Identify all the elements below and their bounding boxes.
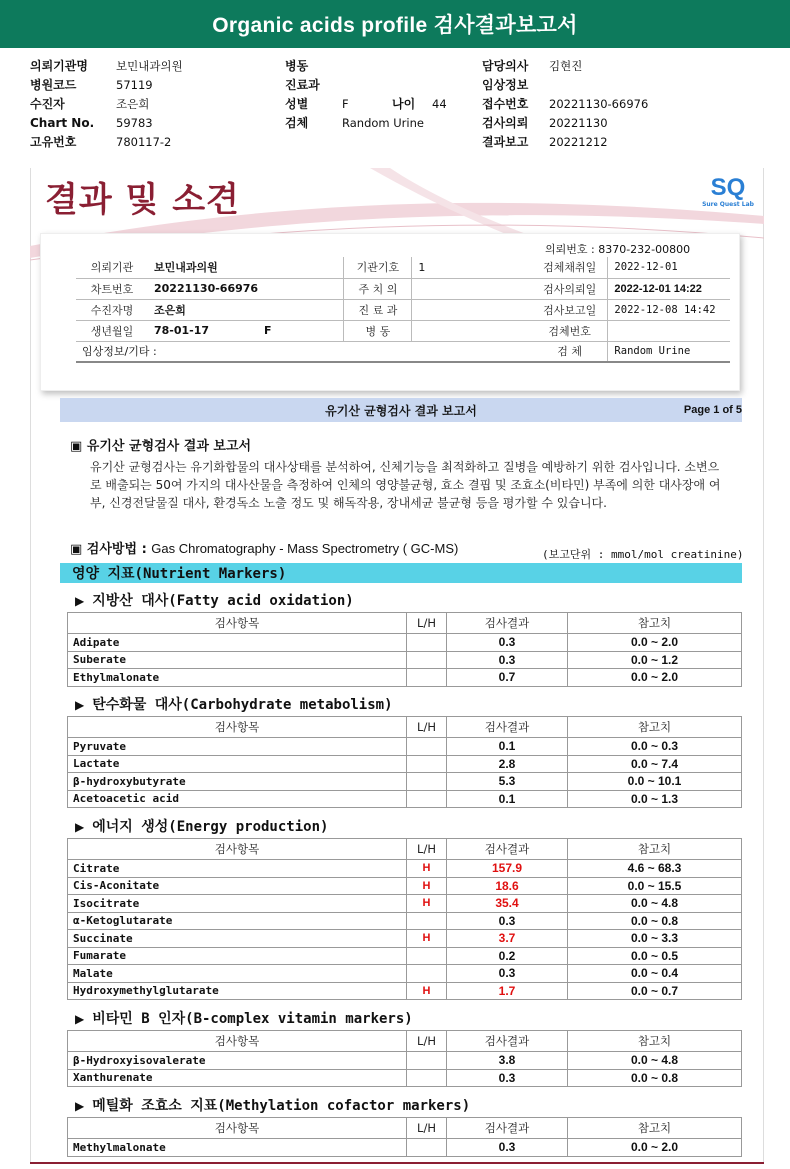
- info-key: 검 체: [532, 341, 608, 362]
- header-value: 조은희: [116, 96, 150, 111]
- item-flag: [407, 651, 447, 669]
- item-reference: 0.0 ~ 0.8: [568, 912, 742, 930]
- report-heading: 결과 및 소견: [45, 180, 240, 220]
- item-result: 35.4: [447, 895, 568, 913]
- header-label: 검체: [285, 116, 309, 130]
- header-value: 59783: [116, 115, 153, 130]
- logo-subtitle: Sure Quest Lab: [702, 201, 754, 208]
- section-title-methylation: [75, 1095, 470, 1115]
- item-result: 18.6: [447, 877, 568, 895]
- item-name: Fumarate: [68, 947, 407, 965]
- item-flag: [407, 634, 447, 652]
- report-description: 유기산 균형검사는 유기화합물의 대사상태를 분석하여, 신체기능을 최적화하고 질병을 예방하기 위한 검사입니다. 소변으로 배출되는 50여 가지의 대사산물을 측정하여 인체의 영양불균형, 효소 결핍 및 조효소(비타민) 부족에 의한 대사장애 여부, 신경전달물질 대사, 환경독소 노출 정도 및 해독작용, 장내세균 불균형 등을 평가할 수 있습니다.: [90, 460, 721, 510]
- header-value: 57119: [116, 77, 153, 92]
- request-number: 의뢰번호 : 8370-232-00800: [545, 243, 691, 256]
- item-name: Cis-Aconitate: [68, 877, 407, 895]
- col-header-lh: L/H: [407, 839, 447, 860]
- report-unit: (보고단위 : mmol/mol creatinine): [542, 548, 744, 561]
- section-title-text: 지방산 대사(Fatty acid oxidation): [92, 593, 354, 609]
- item-name: Malate: [68, 965, 407, 983]
- info-key: 검체채취일: [532, 257, 608, 278]
- item-result: 5.3: [447, 773, 568, 791]
- item-flag: [407, 1139, 447, 1157]
- header-label: 담당의사: [482, 59, 529, 73]
- header-label: 고유번호: [30, 135, 77, 149]
- item-reference: 0.0 ~ 0.4: [568, 965, 742, 983]
- page-bottom-rule: [30, 1162, 764, 1164]
- item-result: 0.3: [447, 634, 568, 652]
- item-reference: 0.0 ~ 2.0: [568, 1139, 742, 1157]
- header-label: 수진자: [30, 97, 65, 111]
- section-title-carbohydrate: [75, 694, 393, 714]
- info-value: 2022-12-01: [608, 257, 730, 278]
- col-header-lh: L/H: [407, 613, 447, 634]
- col-header-item: 검사항목: [68, 717, 407, 738]
- col-header-result: 검사결과: [447, 717, 568, 738]
- info-value: [412, 278, 532, 299]
- table-row: [68, 1139, 742, 1157]
- info-value: 1: [412, 257, 532, 278]
- item-name: Hydroxymethylglutarate: [68, 982, 407, 1000]
- item-reference: 0.0 ~ 0.8: [568, 1069, 742, 1087]
- item-flag: [407, 947, 447, 965]
- header-col-3: [482, 56, 648, 151]
- item-flag: [407, 738, 447, 756]
- table-row: [68, 895, 742, 913]
- table-row: [68, 738, 742, 756]
- col-header-lh: L/H: [407, 1031, 447, 1052]
- table-header-row: [68, 839, 742, 860]
- item-reference: 0.0 ~ 10.1: [568, 773, 742, 791]
- info-value: [412, 320, 532, 341]
- item-reference: 0.0 ~ 1.2: [568, 651, 742, 669]
- info-key: 차트번호: [76, 278, 148, 299]
- section-heading: ▣ 유기산 균형검사 결과 보고서: [70, 439, 252, 454]
- item-name: Pyruvate: [68, 738, 407, 756]
- method-value: Gas Chromatography - Mass Spectrometry ( GC-MS): [151, 541, 459, 556]
- item-flag: [407, 1052, 447, 1070]
- table-row: [68, 773, 742, 791]
- item-flag: [407, 965, 447, 983]
- item-reference: 0.0 ~ 4.8: [568, 895, 742, 913]
- triangle-icon: ▶: [75, 820, 85, 834]
- item-name: Methylmalonate: [68, 1139, 407, 1157]
- col-header-item: 검사항목: [68, 1031, 407, 1052]
- header-label-age: 나이: [392, 97, 416, 111]
- col-header-ref: 참고치: [568, 717, 742, 738]
- triangle-icon: ▶: [75, 1099, 85, 1113]
- table-row: [68, 1069, 742, 1087]
- item-result: 0.7: [447, 669, 568, 687]
- table-row: [68, 982, 742, 1000]
- item-result: 0.3: [447, 1069, 568, 1087]
- info-key: 기관기호: [344, 257, 412, 278]
- info-row: [76, 299, 730, 320]
- info-value: Random Urine: [608, 341, 730, 362]
- item-name: Adipate: [68, 634, 407, 652]
- info-value: [412, 299, 532, 320]
- info-value-sex: F: [258, 320, 344, 341]
- item-flag: [407, 912, 447, 930]
- results-table-fatty-acid: [67, 612, 742, 687]
- item-result: 0.3: [447, 912, 568, 930]
- table-header-row: [68, 1118, 742, 1139]
- header-value-age: 44: [432, 96, 447, 111]
- table-row: [68, 651, 742, 669]
- info-key: 생년월일: [76, 320, 148, 341]
- item-result: 0.1: [447, 738, 568, 756]
- item-name: β-hydroxybutyrate: [68, 773, 407, 791]
- table-row: [68, 860, 742, 878]
- col-header-result: 검사결과: [447, 1118, 568, 1139]
- info-key: 검사보고일: [532, 299, 608, 320]
- header-value: 김현진: [549, 58, 583, 73]
- item-flag: H: [407, 930, 447, 948]
- col-header-result: 검사결과: [447, 613, 568, 634]
- logo-mark: SQ: [710, 174, 746, 201]
- results-table-energy: [67, 838, 742, 1000]
- col-header-result: 검사결과: [447, 839, 568, 860]
- item-result: 0.3: [447, 651, 568, 669]
- header-label: 의뢰기관명: [30, 59, 88, 73]
- item-reference: 0.0 ~ 3.3: [568, 930, 742, 948]
- item-name: β-Hydroxyisovalerate: [68, 1052, 407, 1070]
- table-row: [68, 930, 742, 948]
- section-title-vitamin-b: [75, 1008, 413, 1028]
- info-value: 보민내과의원: [148, 257, 344, 278]
- item-reference: 0.0 ~ 0.3: [568, 738, 742, 756]
- report-title-bar: [0, 0, 790, 48]
- item-flag: H: [407, 860, 447, 878]
- info-value: 2022-12-01 14:22: [608, 278, 730, 299]
- item-flag: H: [407, 895, 447, 913]
- header-col-2: [285, 56, 447, 132]
- info-row: [76, 278, 730, 299]
- header-value: F: [342, 96, 349, 111]
- info-key: 검사의뢰일: [532, 278, 608, 299]
- col-header-ref: 참고치: [568, 839, 742, 860]
- info-value: [608, 320, 730, 341]
- item-name: Xanthurenate: [68, 1069, 407, 1087]
- item-reference: 4.6 ~ 68.3: [568, 860, 742, 878]
- col-header-item: 검사항목: [68, 613, 407, 634]
- info-key: 주 치 의: [344, 278, 412, 299]
- info-value: 2022-12-08 14:42: [608, 299, 730, 320]
- info-key: 진 료 과: [344, 299, 412, 320]
- table-row: [68, 965, 742, 983]
- item-result: 1.7: [447, 982, 568, 1000]
- item-name: Citrate: [68, 860, 407, 878]
- item-flag: [407, 790, 447, 808]
- item-reference: 0.0 ~ 2.0: [568, 669, 742, 687]
- table-header-row: [68, 613, 742, 634]
- section-title-text: 메틸화 조효소 지표(Methylation cofactor markers): [92, 1098, 471, 1114]
- item-result: 0.3: [447, 1139, 568, 1157]
- results-table-vitamin-b: [67, 1030, 742, 1087]
- info-value: 78-01-17: [148, 320, 258, 341]
- item-flag: H: [407, 982, 447, 1000]
- item-reference: 0.0 ~ 0.5: [568, 947, 742, 965]
- item-reference: 0.0 ~ 7.4: [568, 755, 742, 773]
- header-label: Chart No.: [30, 115, 95, 130]
- col-header-lh: L/H: [407, 1118, 447, 1139]
- header-value: 20221130: [549, 115, 608, 130]
- item-result: 157.9: [447, 860, 568, 878]
- header-label: 접수번호: [482, 97, 529, 111]
- header-value: 보민내과의원: [116, 58, 183, 73]
- item-flag: [407, 1069, 447, 1087]
- table-header-row: [68, 717, 742, 738]
- results-table-carbohydrate: [67, 716, 742, 808]
- table-row: [68, 790, 742, 808]
- table-row: [68, 755, 742, 773]
- header-col-1: [30, 56, 183, 151]
- info-key-clinical: 임상정보/기타 :: [76, 341, 532, 362]
- section-title-text: 에너지 생성(Energy production): [92, 819, 329, 835]
- item-result: 0.2: [447, 947, 568, 965]
- table-row: [68, 877, 742, 895]
- header-label: 결과보고: [482, 135, 529, 149]
- info-key: 의뢰기관: [76, 257, 148, 278]
- header-value: 780117-2: [116, 134, 172, 149]
- item-result: 2.8: [447, 755, 568, 773]
- category-bar: 영양 지표(Nutrient Markers): [60, 563, 742, 583]
- header-label: 성별: [285, 97, 309, 111]
- item-flag: [407, 755, 447, 773]
- item-result: 0.3: [447, 965, 568, 983]
- item-reference: 0.0 ~ 2.0: [568, 634, 742, 652]
- item-reference: 0.0 ~ 15.5: [568, 877, 742, 895]
- table-row: [68, 669, 742, 687]
- item-result: 0.1: [447, 790, 568, 808]
- table-row: [68, 912, 742, 930]
- report-bar: [60, 398, 742, 422]
- table-row: [68, 634, 742, 652]
- item-flag: [407, 773, 447, 791]
- method-label: ▣ 검사방법 :: [70, 542, 147, 557]
- header-label: 병동: [285, 59, 309, 73]
- item-reference: 0.0 ~ 0.7: [568, 982, 742, 1000]
- section-title-text: 탄수화물 대사(Carbohydrate metabolism): [92, 697, 393, 713]
- table-row: [68, 947, 742, 965]
- item-reference: 0.0 ~ 1.3: [568, 790, 742, 808]
- page-indicator: Page 1 of 5: [683, 404, 742, 416]
- info-row: [76, 341, 730, 362]
- header-label: 임상정보: [482, 78, 529, 92]
- patient-info-table: [76, 257, 730, 363]
- header-value: 20221130-66976: [549, 96, 649, 111]
- item-name: α-Ketoglutarate: [68, 912, 407, 930]
- info-key: 수진자명: [76, 299, 148, 320]
- section-title-energy: [75, 816, 328, 836]
- col-header-ref: 참고치: [568, 1031, 742, 1052]
- method-line: [70, 538, 458, 557]
- header-label: 진료과: [285, 78, 320, 92]
- info-value: 20221130-66976: [148, 278, 344, 299]
- header-value: 20221212: [549, 134, 608, 149]
- info-key: 병 동: [344, 320, 412, 341]
- col-header-ref: 참고치: [568, 613, 742, 634]
- item-reference: 0.0 ~ 4.8: [568, 1052, 742, 1070]
- item-name: Lactate: [68, 755, 407, 773]
- col-header-lh: L/H: [407, 717, 447, 738]
- col-header-item: 검사항목: [68, 1118, 407, 1139]
- item-name: Isocitrate: [68, 895, 407, 913]
- header-label: 검사의뢰: [482, 116, 529, 130]
- item-name: Ethylmalonate: [68, 669, 407, 687]
- results-table-methylation: [67, 1117, 742, 1157]
- report-title: Organic acids profile 검사결과보고서: [212, 14, 578, 37]
- item-flag: H: [407, 877, 447, 895]
- item-name: Acetoacetic acid: [68, 790, 407, 808]
- section-title-text: 비타민 B 인자(B-complex vitamin markers): [92, 1011, 413, 1027]
- table-header-row: [68, 1031, 742, 1052]
- info-row: [76, 320, 730, 341]
- info-row: [76, 257, 730, 278]
- triangle-icon: ▶: [75, 698, 85, 712]
- item-result: 3.8: [447, 1052, 568, 1070]
- info-key: 검체번호: [532, 320, 608, 341]
- section-title-fatty-acid: [75, 590, 354, 610]
- triangle-icon: ▶: [75, 594, 85, 608]
- col-header-result: 검사결과: [447, 1031, 568, 1052]
- triangle-icon: ▶: [75, 1012, 85, 1026]
- item-name: Succinate: [68, 930, 407, 948]
- lab-logo: [700, 175, 756, 215]
- col-header-item: 검사항목: [68, 839, 407, 860]
- item-name: Suberate: [68, 651, 407, 669]
- report-bar-title: 유기산 균형검사 결과 보고서: [325, 403, 477, 418]
- item-flag: [407, 669, 447, 687]
- info-value: 조은희: [148, 299, 344, 320]
- header-label: 병원코드: [30, 78, 77, 92]
- header-value: Random Urine: [342, 115, 424, 130]
- table-row: [68, 1052, 742, 1070]
- item-result: 3.7: [447, 930, 568, 948]
- col-header-ref: 참고치: [568, 1118, 742, 1139]
